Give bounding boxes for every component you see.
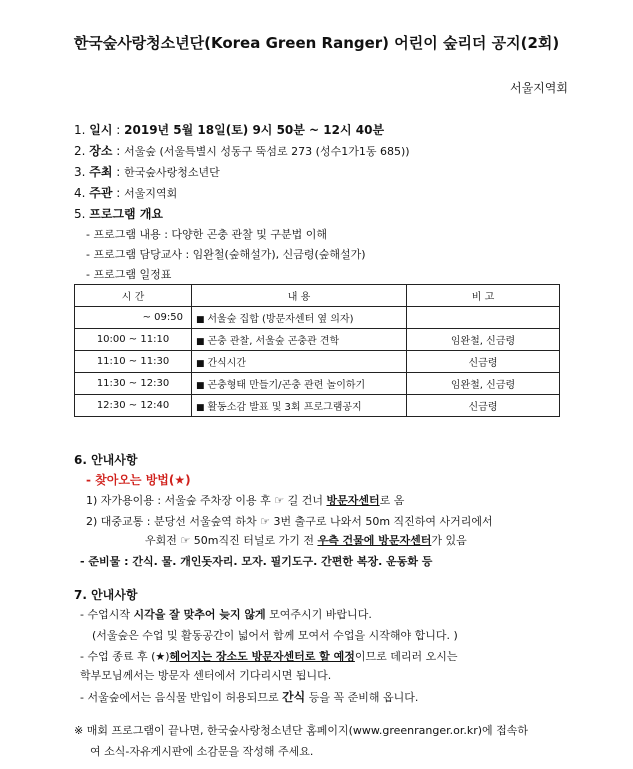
organizer-region: 서울지역회 <box>510 81 568 95</box>
section7-heading: 7. 안내사항 <box>74 588 138 602</box>
item-date: 1. 일시 : 2019년 5월 18일(토) 9시 50분 ~ 12시 40분 <box>74 123 385 137</box>
header-time: 시 간 <box>75 285 192 307</box>
cell-time: 11:30 ~ 12:30 <box>75 373 192 395</box>
table-row <box>75 373 560 395</box>
item-program-overview: 5. 프로그램 개요 <box>74 207 164 221</box>
overview-schedule-label: - 프로그램 일정표 <box>86 268 172 281</box>
overview-content: - 프로그램 내용 : 다양한 곤충 관찰 및 구분법 이해 <box>86 228 328 241</box>
item-place: 2. 장소 : 서울숲 (서울특별시 성동구 뚝섬로 273 (성수1가1동 685)) <box>74 144 410 158</box>
cell-content: ■ 곤충형태 만들기/곤충 관련 놀이하기 <box>192 373 407 395</box>
table-row <box>75 329 560 351</box>
notice-line3: - 수업 종료 후 (★)헤어지는 장소도 방문자센터로 할 예정이므로 데리러 오시는 <box>80 650 458 663</box>
cell-remark: 임완철, 신금령 <box>407 373 560 395</box>
cell-content: ■ 곤충 관찰, 서울숲 곤충관 견학 <box>192 329 407 351</box>
cell-content: ■ 서울숲 집합 (방문자센터 옆 의자) <box>192 307 407 329</box>
item-host: 3. 주최 : 한국숲사랑청소년단 <box>74 165 220 179</box>
notice-line5: - 서울숲에서는 음식물 반입이 허용되므로 간식 등을 꼭 준비해 옵니다. <box>80 690 419 704</box>
cell-content: ■ 간식시간 <box>192 351 407 373</box>
cell-remark: 임완철, 신금령 <box>407 329 560 351</box>
header-remark: 비 고 <box>407 285 560 307</box>
schedule-header-row <box>75 285 560 307</box>
cell-content: ■ 활동소감 발표 및 3회 프로그램공지 <box>192 395 407 417</box>
cell-remark: 신금령 <box>407 351 560 373</box>
directions-public-line1: 2) 대중교통 : 분당선 서울숲역 하차 ☞ 3번 출구로 나와서 50m 직진하여 사거리에서 <box>86 515 493 528</box>
supplies: - 준비물 : 간식. 물. 개인돗자리. 모자. 필기도구. 간편한 복장. 운동화 등 <box>80 555 433 568</box>
item-organizer: 4. 주관 : 서울지역회 <box>74 186 178 200</box>
footer-line2: 여 소식-자유게시판에 소감문을 작성해 주세요. <box>90 745 314 758</box>
section6-heading: 6. 안내사항 <box>74 453 138 467</box>
table-row <box>75 307 560 329</box>
notice-line2: (서울숲은 수업 및 활동공간이 넓어서 함께 모여서 수업을 시작해야 합니다. ) <box>92 629 458 642</box>
table-row <box>75 395 560 417</box>
notice-line4: 학부모님께서는 방문자 센터에서 기다리시면 됩니다. <box>80 669 332 682</box>
cell-time: 10:00 ~ 11:10 <box>75 329 192 351</box>
overview-teachers: - 프로그램 담당교사 : 임완철(숲해설가), 신금령(숲해설가) <box>86 248 366 261</box>
directions-car: 1) 자가용이용 : 서울숲 주차장 이용 후 ☞ 길 건너 방문자센터로 옴 <box>86 494 405 507</box>
cell-remark <box>407 307 560 329</box>
cell-time: 12:30 ~ 12:40 <box>75 395 192 417</box>
cell-time: ~ 09:50 <box>75 307 192 329</box>
directions-public-line2: 우회전 ☞ 50m직진 터널로 가기 전 우측 건물에 방문자센터가 있음 <box>145 534 467 547</box>
header-content: 내 용 <box>192 285 407 307</box>
cell-remark: 신금령 <box>407 395 560 417</box>
notice-line1: - 수업시작 시각을 잘 맞추어 늦지 않게 모여주시기 바랍니다. <box>80 608 372 621</box>
directions-title: - 찾아오는 방법(★) <box>86 473 191 487</box>
table-row <box>75 351 560 373</box>
schedule-table <box>74 284 560 417</box>
document-title: 한국숲사랑청소년단(Korea Green Ranger) 어린이 숲리더 공지(2회) <box>73 34 560 52</box>
cell-time: 11:10 ~ 11:30 <box>75 351 192 373</box>
footer-line1: ※ 매회 프로그램이 끝나면, 한국숲사랑청소년단 홈페이지(www.greenranger.or.kr)에 접속하 <box>74 724 529 737</box>
